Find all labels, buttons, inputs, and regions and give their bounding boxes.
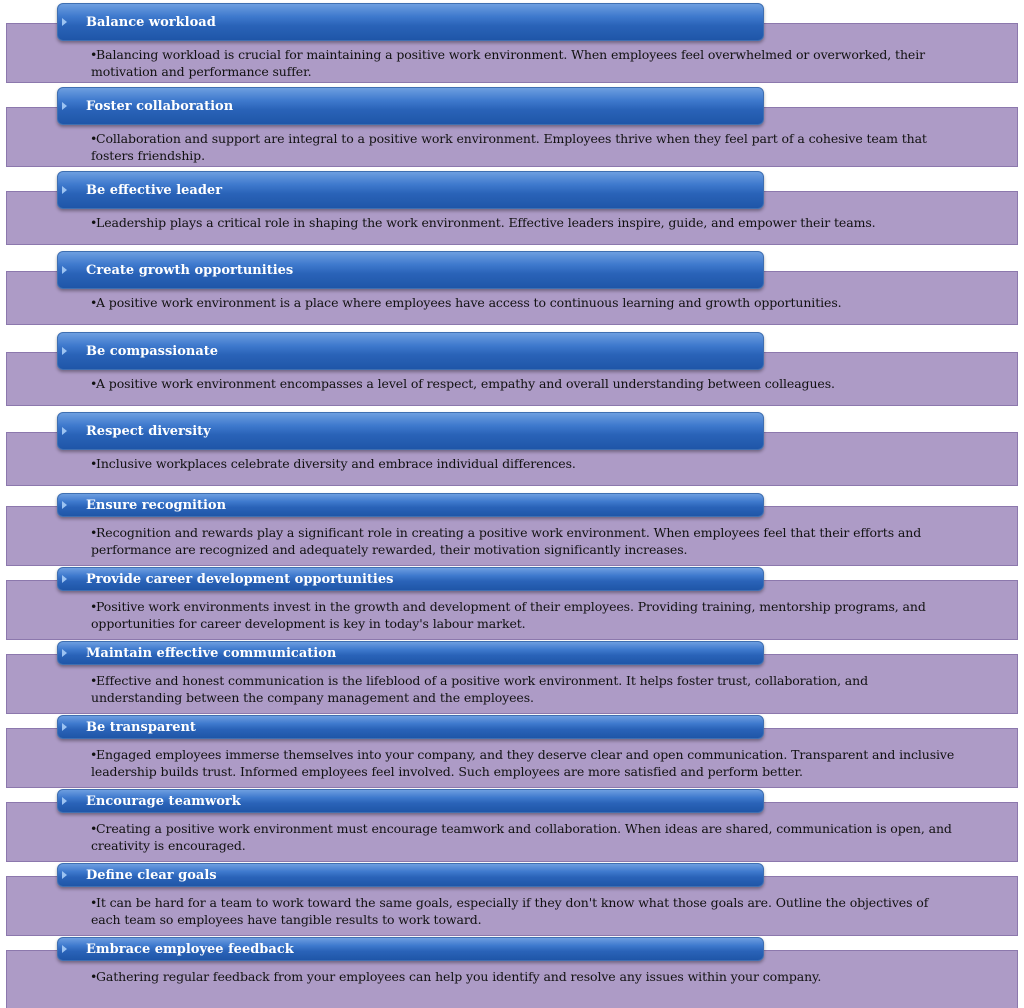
list-item: [0, 3, 1024, 83]
item-description: [91, 130, 957, 164]
item-header: [57, 937, 764, 961]
item-description-text: Effective and honest communication is the lifeblood of a positive work environment. It helps foster trust, collaboration, and understanding between the company management and the employees.: [91, 673, 869, 705]
item-header: [57, 715, 764, 739]
item-title: Be transparent: [86, 719, 196, 735]
item-title: Maintain effective communication: [86, 645, 337, 661]
item-title: Be compassionate: [86, 343, 219, 359]
item-description: [91, 375, 957, 392]
item-header: [57, 3, 764, 41]
item-description-text: Leadership plays a critical role in shaping the work environment. Effective leaders inspire, guide, and empower their teams.: [96, 215, 876, 230]
list-item: [0, 863, 1024, 936]
bullet-icon: •: [90, 456, 98, 471]
item-description: [91, 214, 957, 231]
item-header: [57, 789, 764, 813]
list-item: [0, 171, 1024, 245]
triangle-bullet-icon: [62, 797, 67, 805]
list-item: [0, 567, 1024, 640]
item-description: [91, 968, 957, 985]
list-item: [0, 789, 1024, 862]
item-description: [91, 746, 957, 780]
triangle-bullet-icon: [62, 649, 67, 657]
item-description: [91, 455, 957, 472]
item-description-text: Positive work environments invest in the growth and development of their employees. Providing training, mentorship programs, and opportunities for career development is key in today's labour market.: [91, 599, 926, 631]
item-description: [91, 294, 957, 311]
item-description-text: Engaged employees immerse themselves into your company, and they deserve clear and open communication. Transparent and inclusive leadership builds trust. Informed employees feel involved. Such employees are more satisfied and perform better.: [91, 747, 955, 779]
item-description-text: A positive work environment is a place where employees have access to continuous learning and growth opportunities.: [96, 295, 842, 310]
triangle-bullet-icon: [62, 501, 67, 509]
list-item: [0, 937, 1024, 1008]
item-description-text: It can be hard for a team to work toward the same goals, especially if they don't know what those goals are. Outline the objectives of each team so employees have tangible results to work toward.: [91, 895, 929, 927]
bullet-icon: •: [90, 673, 98, 688]
item-description-text: Recognition and rewards play a significant role in creating a positive work environment. When employees feel that their efforts and performance are recognized and adequately rewarded, their motivation significantly increases.: [91, 525, 922, 557]
item-title: Foster collaboration: [86, 98, 234, 114]
bullet-icon: •: [90, 821, 98, 836]
triangle-bullet-icon: [62, 871, 67, 879]
item-header: [57, 567, 764, 591]
item-title: Ensure recognition: [86, 497, 227, 513]
item-description: [91, 672, 957, 706]
bullet-icon: •: [90, 295, 98, 310]
item-description: [91, 820, 957, 854]
item-header: [57, 863, 764, 887]
bullet-icon: •: [90, 747, 98, 762]
bullet-icon: •: [90, 599, 98, 614]
list-item: [0, 715, 1024, 788]
item-description-text: A positive work environment encompasses a level of respect, empathy and overall understanding between colleagues.: [96, 376, 835, 391]
bullet-icon: •: [90, 131, 98, 146]
bullet-icon: •: [90, 525, 98, 540]
bullet-icon: •: [90, 969, 98, 984]
triangle-bullet-icon: [62, 18, 67, 26]
triangle-bullet-icon: [62, 102, 67, 110]
item-header: [57, 641, 764, 665]
triangle-bullet-icon: [62, 945, 67, 953]
item-header: [57, 87, 764, 125]
item-description-text: Inclusive workplaces celebrate diversity and embrace individual differences.: [96, 456, 576, 471]
triangle-bullet-icon: [62, 427, 67, 435]
item-description-text: Gathering regular feedback from your employees can help you identify and resolve any issues within your company.: [96, 969, 822, 984]
triangle-bullet-icon: [62, 186, 67, 194]
item-description-text: Creating a positive work environment must encourage teamwork and collaboration. When ideas are shared, communication is open, and creativity is encouraged.: [91, 821, 952, 853]
triangle-bullet-icon: [62, 347, 67, 355]
list-item: [0, 332, 1024, 406]
item-title: Embrace employee feedback: [86, 941, 294, 957]
item-title: Encourage teamwork: [86, 793, 241, 809]
item-header: [57, 332, 764, 370]
list-item: [0, 641, 1024, 714]
item-description: [91, 46, 957, 80]
triangle-bullet-icon: [62, 723, 67, 731]
item-description: [91, 894, 957, 928]
bullet-icon: •: [90, 895, 98, 910]
item-header: [57, 493, 764, 517]
list-item: [0, 251, 1024, 325]
item-description: [91, 598, 957, 632]
item-title: Provide career development opportunities: [86, 571, 394, 587]
item-title: Create growth opportunities: [86, 262, 294, 278]
item-description: [91, 524, 957, 558]
item-header: [57, 171, 764, 209]
bullet-icon: •: [90, 376, 98, 391]
item-description-text: Collaboration and support are integral to a positive work environment. Employees thrive when they feel part of a cohesive team that fosters friendship.: [91, 131, 927, 163]
triangle-bullet-icon: [62, 575, 67, 583]
bullet-icon: •: [90, 47, 98, 62]
item-title: Define clear goals: [86, 867, 217, 883]
item-header: [57, 251, 764, 289]
triangle-bullet-icon: [62, 266, 67, 274]
item-title: Balance workload: [86, 14, 216, 30]
item-description-text: Balancing workload is crucial for maintaining a positive work environment. When employees feel overwhelmed or overworked, their motivation and performance suffer.: [91, 47, 925, 79]
item-title: Be effective leader: [86, 182, 223, 198]
list-item: [0, 87, 1024, 167]
list-item: [0, 493, 1024, 566]
bullet-icon: •: [90, 215, 98, 230]
item-header: [57, 412, 764, 450]
list-item: [0, 412, 1024, 486]
item-title: Respect diversity: [86, 423, 211, 439]
